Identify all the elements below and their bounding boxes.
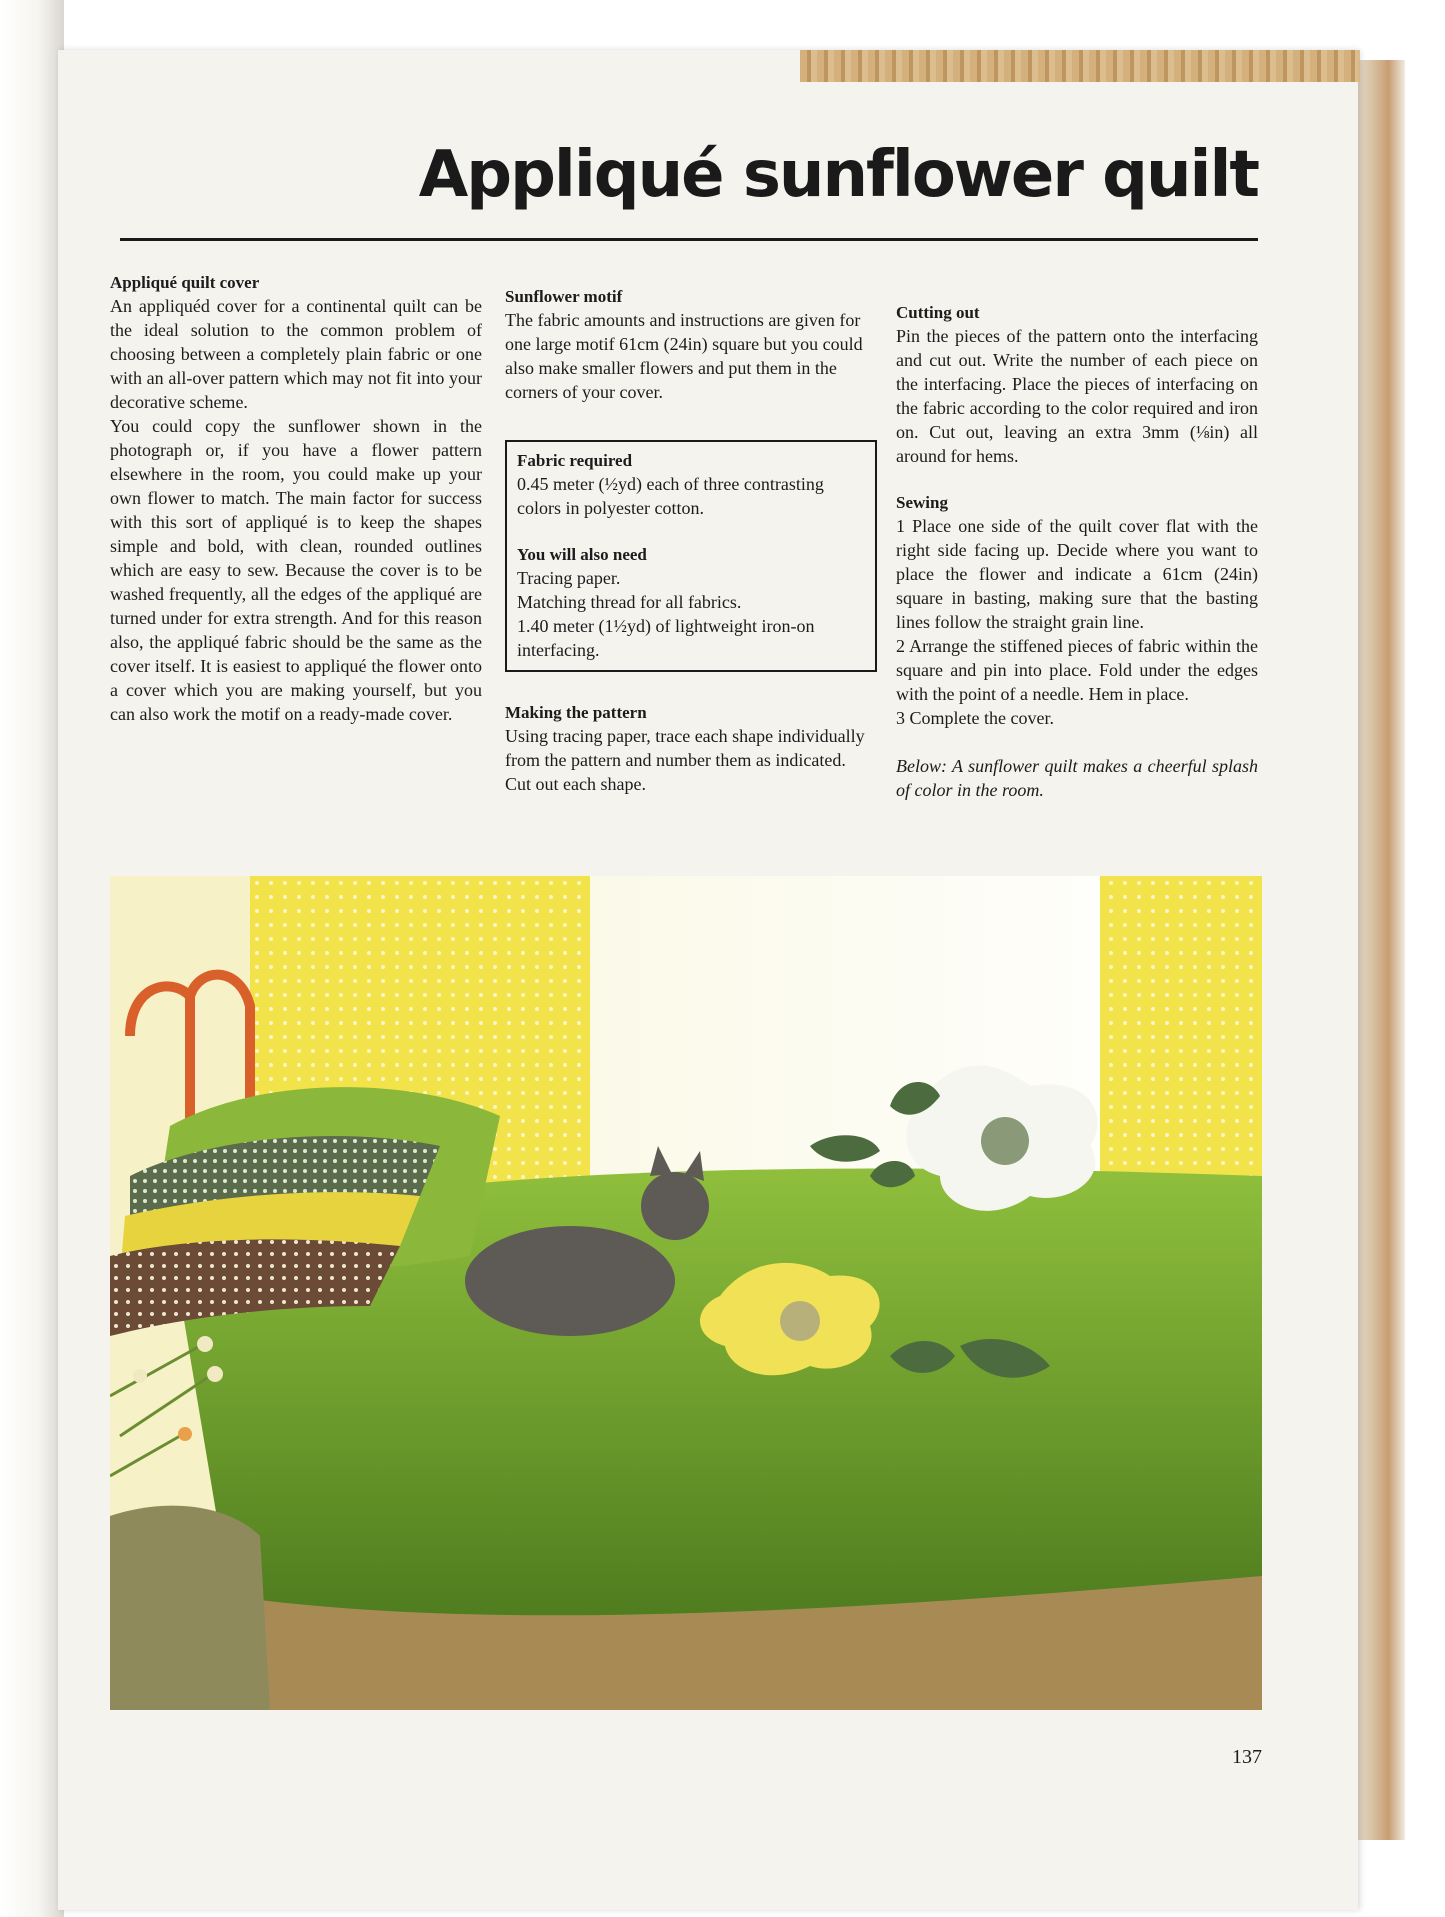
heading-making-the-pattern: Making the pattern (505, 703, 647, 722)
quilt-photo-illustration (110, 876, 1262, 1710)
page-number: 137 (1232, 1746, 1262, 1768)
need-item: Matching thread for all fabrics. (517, 592, 742, 612)
page-title: Appliqué sunflower quilt (418, 138, 1258, 212)
need-item: 1.40 meter (1½yd) of lightweight iron-on interfacing. (517, 616, 815, 660)
heading-fabric-required: Fabric required (517, 451, 633, 470)
sewing-step: 3 Complete the cover. (896, 708, 1054, 728)
heading-sewing: Sewing (896, 493, 948, 512)
column-quilt-cover (110, 272, 482, 726)
paragraph-copy-sunflower: You could copy the sunflower shown in the photograph or, if you have a flower pattern elsewhere in the room, you could make up your own flower to match. The main factor for success with this sort of appliqué is to keep the shapes simple and bold, with clean, rounded outlines which are easy to sew. Because the cover is to be washed frequently, all the edges of the appliqué are turned under for extra strength. And for this reason also, the appliqué fabric should be the same as the cover itself. It is easiest to appliqué the flower onto a cover which you are making yourself, but you can also work the motif on a ready-made cover. (110, 416, 482, 724)
book-gutter (0, 0, 64, 1917)
heading-you-will-also-need: You will also need (517, 545, 647, 564)
cat-head (641, 1172, 709, 1240)
photo-caption: Below: A sunflower quilt makes a cheerful splash of color in the room. (896, 756, 1258, 800)
bedside-cloth (110, 1506, 270, 1710)
need-item: Tracing paper. (517, 568, 621, 588)
heading-sunflower-motif: Sunflower motif (505, 287, 623, 306)
paragraph-pattern: Using tracing paper, trace each shape individually from the pattern and number them as indicated. Cut out each shape. (505, 726, 865, 794)
aged-tape-strip (800, 50, 1360, 82)
title-rule (120, 238, 1258, 241)
paragraph-motif: The fabric amounts and instructions are given for one large motif 61cm (24in) square but you could also make smaller flowers and put them in the corners of your cover. (505, 310, 863, 402)
sewing-step: 2 Arrange the stiffened pieces of fabric within the square and pin into place. Fold under the edges with the point of a needle. Hem in place. (896, 636, 1258, 704)
fabric-required-text: 0.45 meter (½yd) each of three contrasting colors in polyester cotton. (517, 474, 824, 518)
sewing-step: 1 Place one side of the quilt cover flat with the right side facing up. Decide where you want to place the flower and indicate a 61cm (24in) square in basting, making sure that the basting lines follow the straight grain line. (896, 516, 1258, 632)
column-sunflower-motif (505, 286, 875, 796)
materials-box (505, 440, 877, 672)
heading-applique-quilt-cover: Appliqué quilt cover (110, 273, 260, 292)
column-cutting-sewing (896, 302, 1258, 802)
page-stack-edge (1350, 60, 1405, 1840)
quilt-photograph (110, 876, 1262, 1710)
paragraph-cutting: Pin the pieces of the pattern onto the interfacing and cut out. Write the number of each piece on the interfacing. Place the pieces of interfacing on the fabric according to the color required and iron on. Cut out, leaving an extra 3mm (⅛in) all around for hems. (896, 326, 1258, 466)
curtain-right (1100, 876, 1262, 1176)
paragraph-intro: An appliquéd cover for a continental quilt can be the ideal solution to the common problem of choosing between a completely plain fabric or one with an all-over pattern which may not fit into your decorative scheme. (110, 296, 482, 412)
heading-cutting-out: Cutting out (896, 303, 980, 322)
cat-body (465, 1226, 675, 1336)
